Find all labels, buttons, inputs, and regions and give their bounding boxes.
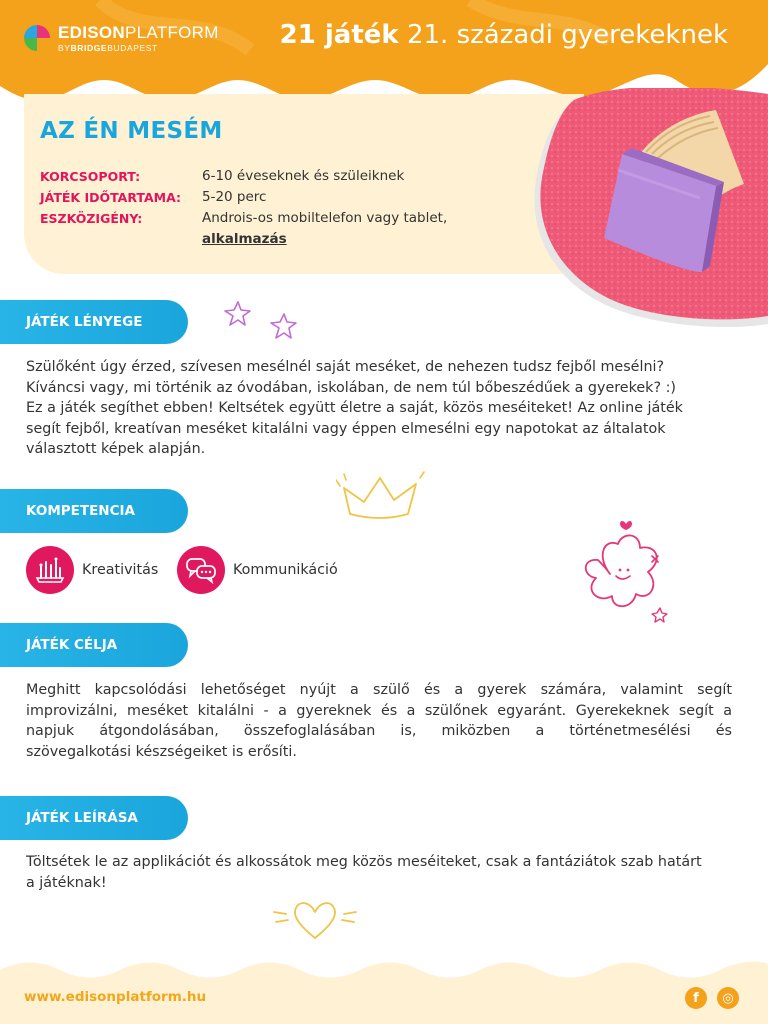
section-header-leirasa: JÁTÉK LEÍRÁSA	[0, 796, 188, 840]
logo-thin: PLATFORM	[124, 23, 219, 42]
meta-value-equipment: Androis-os mobiltelefon vagy tablet,	[202, 210, 448, 226]
competence-label: Kreativitás	[82, 562, 159, 578]
logo-sub-rest: BUDAPEST	[107, 43, 158, 53]
meta-label-age: KORCSOPORT:	[40, 169, 141, 184]
app-link[interactable]: alkalmazás	[202, 231, 287, 247]
flower-doodle-icon	[556, 516, 668, 628]
facebook-icon[interactable]: f	[685, 987, 707, 1009]
section-header-lenyege: JÁTÉK LÉNYEGE	[0, 300, 188, 344]
paragraph-line: Ez a játék segíthet ebben! Keltsétek együtt életre a saját, közös meséiteket! Az online játék	[26, 400, 683, 416]
logo-mark-icon	[24, 25, 50, 51]
paragraph-leirasa	[26, 852, 732, 893]
logo-sub-by: BY	[58, 43, 71, 53]
book-photo	[520, 88, 768, 330]
competence-communication	[177, 546, 338, 594]
paragraph-line: Töltsétek le az applikációt és alkossátok meg közös meséiteket, csak a fantáziátok szab határt	[26, 854, 702, 870]
paragraph-line: Meghitt kapcsolódási lehetőséget nyújt a szülő és a gyerek számára, valamint segít	[26, 682, 732, 698]
footer-website-link[interactable]: www.edisonplatform.hu	[24, 989, 207, 1005]
header-title-bold: 21 játék	[279, 20, 399, 50]
paragraph-line: a játéknak!	[26, 874, 107, 891]
competence-creativity	[26, 546, 158, 594]
meta-label-duration: JÁTÉK IDŐTARTAMA:	[40, 190, 181, 205]
header-title	[280, 20, 728, 50]
header-title-rest: 21. századi gyerekeknek	[398, 20, 728, 50]
paragraph-celja	[26, 680, 732, 762]
communication-icon	[177, 546, 225, 594]
section-header-celja: JÁTÉK CÉLJA	[0, 623, 188, 667]
paragraph-line: választott képek alapján.	[26, 441, 206, 457]
instagram-icon[interactable]: ◎	[717, 987, 739, 1009]
logo-bold: EDISON	[58, 23, 125, 42]
paragraph-line: Kíváncsi vagy, mi történik az óvodában, iskolában, de nem túl bőbeszédűek a gyerekek? :)	[26, 379, 676, 396]
crown-doodle-icon	[336, 468, 426, 528]
creativity-icon	[26, 546, 74, 594]
stars-doodle-icon	[222, 298, 300, 344]
heart-doodle-icon	[270, 892, 360, 948]
competence-label: Kommunikáció	[233, 562, 338, 578]
game-title: AZ ÉN MESÉM	[40, 118, 223, 144]
paragraph-line: szövegalkotási készségeiket is erősíti.	[26, 743, 297, 760]
meta-value-age: 6-10 éveseknek és szüleiknek	[202, 168, 405, 184]
section-header-kompetencia: KOMPETENCIA	[0, 489, 188, 533]
paragraph-line: napjuk átgondolásában, összefoglalásában is, miközben a történetmesélési és	[26, 723, 732, 739]
meta-value-duration: 5-20 perc	[202, 189, 267, 205]
meta-label-equipment: ESZKÖZIGÉNY:	[40, 211, 143, 226]
paragraph-lenyege	[26, 357, 732, 460]
paragraph-line: Szülőként úgy érzed, szívesen mesélnél saját meséket, de nehezen tudsz fejből mesélni?	[26, 359, 665, 375]
edison-platform-logo[interactable]	[24, 24, 219, 53]
paragraph-line: improvizálni, meséket kitalálni - a gyereknek és a szülőnek egyaránt. Gyerekeknek segít a	[26, 702, 732, 719]
paragraph-line: segít fejből, kreatívan meséket kitalálni vagy éppen elmesélni egy napotokat az általatok	[26, 420, 666, 437]
logo-sub-bold: BRIDGE	[70, 43, 108, 53]
